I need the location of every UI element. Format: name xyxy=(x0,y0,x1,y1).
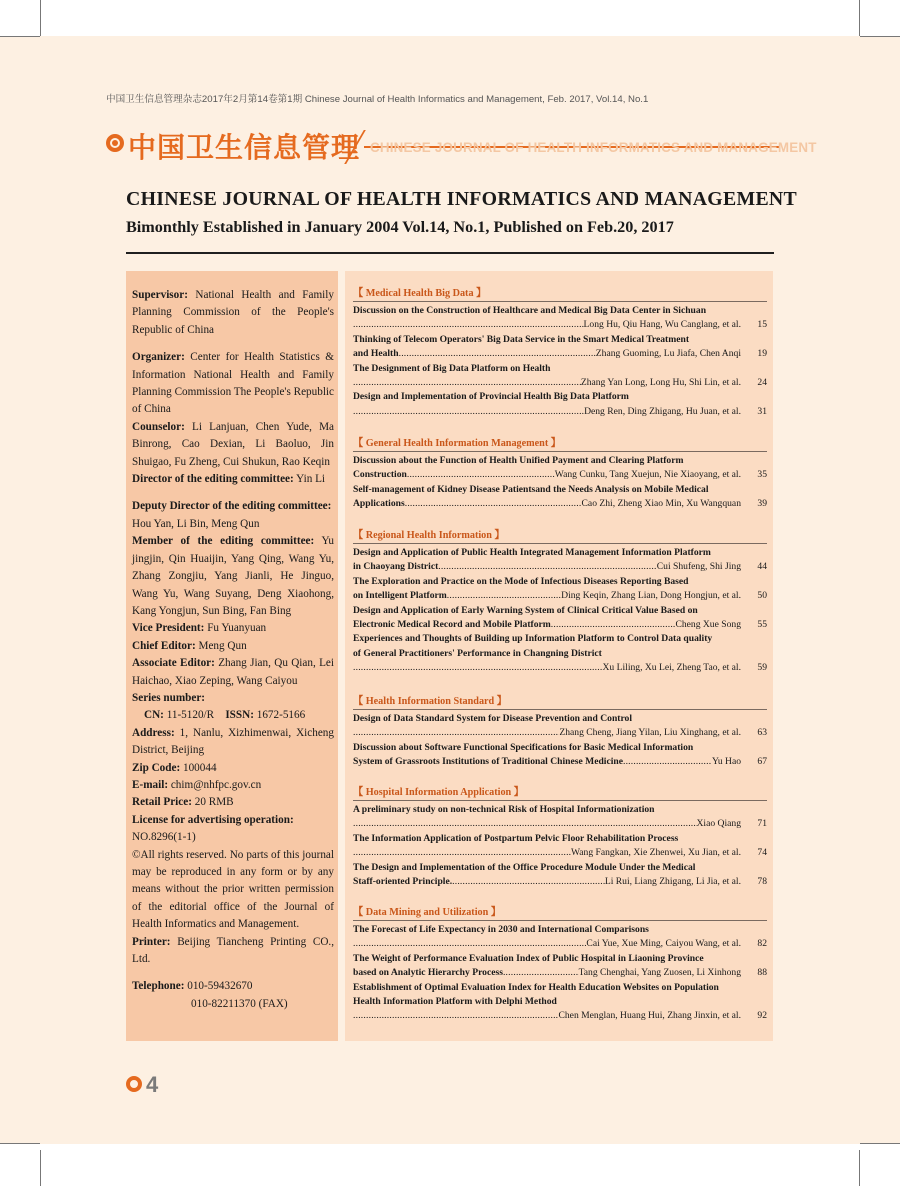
leader-dots xyxy=(438,560,656,574)
toc-entry-title: Discussion on the Construction of Healthcare and Medical Big Data Center in Sichuan xyxy=(353,305,707,316)
toc-section xyxy=(353,286,767,419)
toc-entry-page: 15 xyxy=(757,319,767,331)
crop-mark xyxy=(860,36,900,37)
toc-entry-title: of General Practitioners' Performance in Changning District xyxy=(353,647,602,659)
leader-dots xyxy=(452,875,605,889)
toc-entry[interactable] xyxy=(353,362,767,391)
crop-mark xyxy=(859,0,860,36)
toc-entry-title: Experiences and Thoughts of Building up Information Platform to Control Data quality xyxy=(353,633,713,645)
deputy-director: Deputy Director of the editing committee: Hou Yan, Li Bin, Meng Qun xyxy=(132,500,332,530)
toc-entry-page: 19 xyxy=(757,348,767,360)
toc-entry-title-end: Construction xyxy=(353,469,407,481)
toc-entry-title-end: and Health xyxy=(353,348,399,360)
toc-entry[interactable] xyxy=(353,952,767,981)
leader-dots xyxy=(407,468,555,482)
crop-mark xyxy=(40,0,41,36)
toc-entry-page: 71 xyxy=(757,818,767,830)
toc-entry-title: A preliminary study on non-technical Risk of Hospital Informationization xyxy=(353,804,655,815)
crop-mark xyxy=(860,1143,900,1144)
toc-entry-page: 92 xyxy=(757,1010,767,1022)
toc-entry-page: 63 xyxy=(757,727,767,739)
toc-entry[interactable] xyxy=(353,861,767,890)
toc-entry-page: 82 xyxy=(757,938,767,950)
toc-entry-authors: Li Rui, Liang Zhigang, Li Jia, et al. xyxy=(604,876,741,888)
toc-entry-title-end: Applications xyxy=(353,498,405,510)
toc-entry-authors: Ding Keqin, Zhang Lian, Dong Hongjun, et al. xyxy=(561,590,741,602)
toc-entry-authors: Xiao Qiang xyxy=(696,818,741,830)
toc-entry[interactable] xyxy=(353,803,767,832)
toc-entry-byline xyxy=(353,817,767,831)
committee-members: Member of the editing committee: Yu jingjin, Qin Huaijin, Yang Qing, Wang Yu, Zhang Zongjiu, Yang Jianli, He Jinguo, Wang Yu, Wang Suyang, Deng Xiaohong, Kang Yongjun, Sun Bing, Fan Bing xyxy=(132,535,334,617)
toc-entry-authors: Wang Cunku, Tang Xuejun, Nie Xiaoyang, et al. xyxy=(554,469,741,481)
toc-entry-title: Design and Application of Public Health Integrated Management Information Platform xyxy=(353,547,711,558)
page-title: CHINESE JOURNAL OF HEALTH INFORMATICS AND MANAGEMENT xyxy=(126,188,798,210)
toc-section xyxy=(353,436,767,512)
chief-editor: Chief Editor: Meng Qun xyxy=(132,639,247,652)
toc-entry-byline xyxy=(353,1009,767,1023)
masthead-text xyxy=(132,287,334,1013)
zip-code: Zip Code: 100044 xyxy=(132,761,217,774)
toc-entry-authors: Cai Yue, Xue Ming, Caiyou Wang, et al. xyxy=(586,938,741,950)
logo-chinese-title: 中国卫生信息管理 xyxy=(128,131,361,164)
toc-entry-authors: Zhang Cheng, Jiang Yilan, Liu Xinghang, et al. xyxy=(559,727,741,739)
toc-entry-title: Design and Application of Early Warning System of Clinical Critical Value Based on xyxy=(353,604,698,616)
toc-entry-page: 44 xyxy=(757,561,767,573)
toc-entry-page: 50 xyxy=(757,590,767,602)
toc-entry-byline xyxy=(353,937,767,951)
toc-entry-page: 24 xyxy=(757,377,767,389)
toc-entry-title-end: Staff-oriented Principle. xyxy=(353,876,453,888)
toc-entry-page: 67 xyxy=(757,756,767,768)
leader-dots xyxy=(399,347,596,361)
toc-entry-byline xyxy=(353,726,767,740)
toc-entry-authors: Long Hu, Qiu Hang, Wu Canglang, et al. xyxy=(583,319,741,331)
toc-section-heading: 【 Data Mining and Utilization 】 xyxy=(353,905,767,921)
copyright: ©All rights reserved. No parts of this journal may be reproduced in any form or by any means without the prior written permission of the editorial office of the Journal of Health Informatics and Management. xyxy=(132,848,334,931)
crop-mark xyxy=(0,1143,40,1144)
toc-entry-authors: Chen Menglan, Huang Hui, Zhang Jinxin, et al. xyxy=(558,1010,741,1022)
toc-entry-authors: Cheng Xue Song xyxy=(675,619,741,631)
toc-entry-title: The Weight of Performance Evaluation Index of Public Hospital in Liaoning Province xyxy=(353,952,704,964)
leader-dots xyxy=(353,817,697,831)
toc-section-heading: 【 General Health Information Management 】 xyxy=(353,436,767,452)
leader-dots xyxy=(353,661,603,675)
toc-entry-title-end: in Chaoyang District xyxy=(353,561,439,573)
email: E-mail: chim@nhfpc.gov.cn xyxy=(132,778,262,791)
toc-entry[interactable] xyxy=(353,832,767,861)
address: Address: 1, Nanlu, Xizhimenwai, Xicheng District, Beijing xyxy=(132,726,334,757)
toc-entry-page: 78 xyxy=(757,876,767,888)
organizer: Organizer: Center for Health Statistics & Information National Health and Family Planning Commission The People's Republic of China xyxy=(132,351,334,416)
crop-mark xyxy=(859,1150,860,1186)
journal-logo xyxy=(106,126,817,166)
toc-entry[interactable] xyxy=(353,923,767,952)
supervisor: Supervisor: National Health and Family Planning Commission of the People's Republic of China xyxy=(132,289,334,336)
toc-entry-byline xyxy=(353,966,767,980)
printer: Printer: Beijing Tiancheng Printing CO., Ltd. xyxy=(132,935,334,966)
toc-entry-title: The Information Application of Postpartum Pelvic Floor Rehabilitation Process xyxy=(353,832,679,844)
toc-entry-authors: Zhang Yan Long, Long Hu, Shi Lin, et al. xyxy=(580,377,741,389)
toc-entry-title: Design and Implementation of Provincial Health Big Data Platform xyxy=(353,391,629,403)
toc-entry-title: Design of Data Standard System for Disease Prevention and Control xyxy=(353,713,633,724)
leader-dots xyxy=(353,846,571,860)
toc-entry-byline xyxy=(353,468,767,482)
toc-entry-title: Health Information Platform with Delphi Method xyxy=(353,996,557,1008)
leader-dots xyxy=(551,618,676,632)
toc-entry[interactable] xyxy=(353,390,767,419)
crop-mark xyxy=(0,36,40,37)
toc-entry-title: The Design and Implementation of the Office Procedure Module Under the Medical xyxy=(353,861,696,873)
toc-entry-page: 88 xyxy=(757,967,767,979)
toc-section xyxy=(353,528,767,676)
toc-entry-byline xyxy=(353,661,767,675)
toc-entry-title: The Exploration and Practice on the Mode of Infectious Diseases Reporting Based xyxy=(353,575,689,587)
toc-entry[interactable] xyxy=(353,333,767,362)
toc-entry-title: Establishment of Optimal Evaluation Index for Health Education Websites on Population xyxy=(353,981,719,993)
cn-issn: CN: 11-5120/R ISSN: 1672-5166 xyxy=(144,709,306,722)
leader-dots xyxy=(405,497,582,511)
toc-entry-authors: Deng Ren, Ding Zhigang, Hu Juan, et al. xyxy=(584,405,741,417)
toc-entry[interactable] xyxy=(353,741,767,770)
toc-entry[interactable] xyxy=(353,304,767,333)
toc-entry-authors: Wang Fangkan, Xie Zhenwei, Xu Jian, et al. xyxy=(570,847,741,859)
series-number: Series number: xyxy=(132,691,206,704)
toc-entry-byline xyxy=(353,347,767,361)
title-divider xyxy=(126,252,774,254)
leader-dots xyxy=(447,589,561,603)
page-circle-icon xyxy=(126,1076,142,1092)
toc-entry[interactable] xyxy=(353,604,767,633)
table-of-contents xyxy=(345,271,773,1041)
toc-entry[interactable] xyxy=(353,546,767,575)
fax: 010-82211370 (FAX) xyxy=(191,997,288,1010)
toc-entry-authors: Tang Chenghai, Yang Zuosen, Li Xinhong xyxy=(578,967,741,979)
toc-entry-byline xyxy=(353,846,767,860)
toc-entry-title-end: System of Grassroots Institutions of Traditional Chinese Medicine xyxy=(353,756,623,768)
counselor: Counselor: Li Lanjuan, Chen Yude, Ma Binrong, Cao Dexian, Li Baoluo, Jin Shuigao, Fu Zheng, Cui Shukun, Rao Keqin xyxy=(132,420,334,468)
toc-entry-title-end: based on Analytic Hierarchy Process xyxy=(353,967,503,979)
toc-entry-authors: Cao Zhi, Zheng Xiao Min, Xu Wangquan xyxy=(581,498,741,510)
director: Director of the editing committee: Yin Li xyxy=(132,473,326,486)
masthead-column xyxy=(126,271,338,1041)
toc-entry-page: 74 xyxy=(757,847,767,859)
toc-entry-byline xyxy=(353,589,767,603)
leader-dots xyxy=(353,726,559,740)
toc-section xyxy=(353,905,767,1024)
toc-section xyxy=(353,694,767,770)
toc-entry-title-end: Electronic Medical Record and Mobile Platform xyxy=(353,619,551,631)
toc-entry[interactable] xyxy=(353,632,767,675)
toc-section-heading: 【 Regional Health Information 】 xyxy=(353,528,767,544)
toc-entry-byline xyxy=(353,405,767,419)
toc-entry-title: Self-management of Kidney Disease Patientsand the Needs Analysis on Mobile Medical xyxy=(353,483,709,495)
vice-president: Vice President: Fu Yuanyuan xyxy=(132,622,267,635)
toc-entry-authors: Yu Hao xyxy=(711,756,741,768)
toc-entry-byline xyxy=(353,318,767,332)
toc-section xyxy=(353,785,767,889)
toc-entry-title: Discussion about the Function of Health Unified Payment and Clearing Platform xyxy=(353,455,684,466)
toc-entry[interactable] xyxy=(353,981,767,1024)
leader-dots xyxy=(353,405,584,419)
leader-dots xyxy=(353,937,586,951)
toc-entry-title: Thinking of Telecom Operators' Big Data Service in the Smart Medical Treatment xyxy=(353,333,690,345)
page-number-text: 4 xyxy=(146,1072,159,1097)
toc-entry-byline xyxy=(353,618,767,632)
toc-entry-page: 31 xyxy=(757,405,767,417)
toc-entry-page: 35 xyxy=(757,469,767,481)
toc-entry-title: The Designment of Big Data Platform on Health xyxy=(353,362,551,374)
toc-entry-byline xyxy=(353,497,767,511)
leader-dots xyxy=(353,1009,558,1023)
logo-english-title: CHINESE JOURNAL OF HEALTH INFORMATICS AND MANAGEMENT xyxy=(370,140,817,155)
toc-entry-authors: Xu Liling, Xu Lei, Zheng Tao, et al. xyxy=(602,662,741,674)
toc-entry-authors: Zhang Guoming, Lu Jiafa, Chen Anqi xyxy=(595,348,741,360)
running-header: 中国卫生信息管理杂志2017年2月第14卷第1期 Chinese Journal of Health Informatics and Management, Feb. 2017, Vol.14, No.1 xyxy=(106,94,649,105)
logo-circle-icon xyxy=(106,134,124,152)
toc-entry-byline xyxy=(353,755,767,769)
retail-price: Retail Price: 20 RMB xyxy=(132,796,234,809)
toc-entry-authors: Cui Shufeng, Shi Jing xyxy=(656,561,741,573)
toc-entry-byline xyxy=(353,376,767,390)
advertising-license: License for advertising operation: NO.8296(1-1) xyxy=(132,813,294,844)
toc-entry-page: 59 xyxy=(757,662,767,674)
toc-section-heading: 【 Hospital Information Application 】 xyxy=(353,785,767,801)
telephone: Telephone: 010-59432670 xyxy=(132,980,253,993)
toc-entry[interactable] xyxy=(353,712,767,741)
crop-mark xyxy=(40,1150,41,1186)
toc-entry[interactable] xyxy=(353,575,767,604)
toc-entry-page: 39 xyxy=(757,498,767,510)
toc-entry-title: Discussion about Software Functional Specifications for Basic Medical Information xyxy=(353,741,694,753)
toc-entry[interactable] xyxy=(353,483,767,512)
associate-editor: Associate Editor: Zhang Jian, Qu Qian, Lei Haichao, Xiao Zeping, Wang Caiyou xyxy=(132,657,334,687)
leader-dots xyxy=(353,376,581,390)
toc-entry-byline xyxy=(353,560,767,574)
toc-entry-byline xyxy=(353,875,767,889)
leader-dots xyxy=(623,755,712,769)
toc-entry-page: 55 xyxy=(757,619,767,631)
leader-dots xyxy=(503,966,579,980)
toc-section-heading: 【 Health Information Standard 】 xyxy=(353,694,767,710)
issue-subtitle: Bimonthly Established in January 2004 Vol.14, No.1, Published on Feb.20, 2017 xyxy=(126,218,674,236)
toc-entry-title: The Forecast of Life Expectancy in 2030 and International Comparisons xyxy=(353,924,649,935)
leader-dots xyxy=(353,318,584,332)
toc-entry[interactable] xyxy=(353,454,767,483)
toc-entry-title-end: on Intelligent Platform xyxy=(353,590,447,602)
toc-section-heading: 【 Medical Health Big Data 】 xyxy=(353,286,767,302)
